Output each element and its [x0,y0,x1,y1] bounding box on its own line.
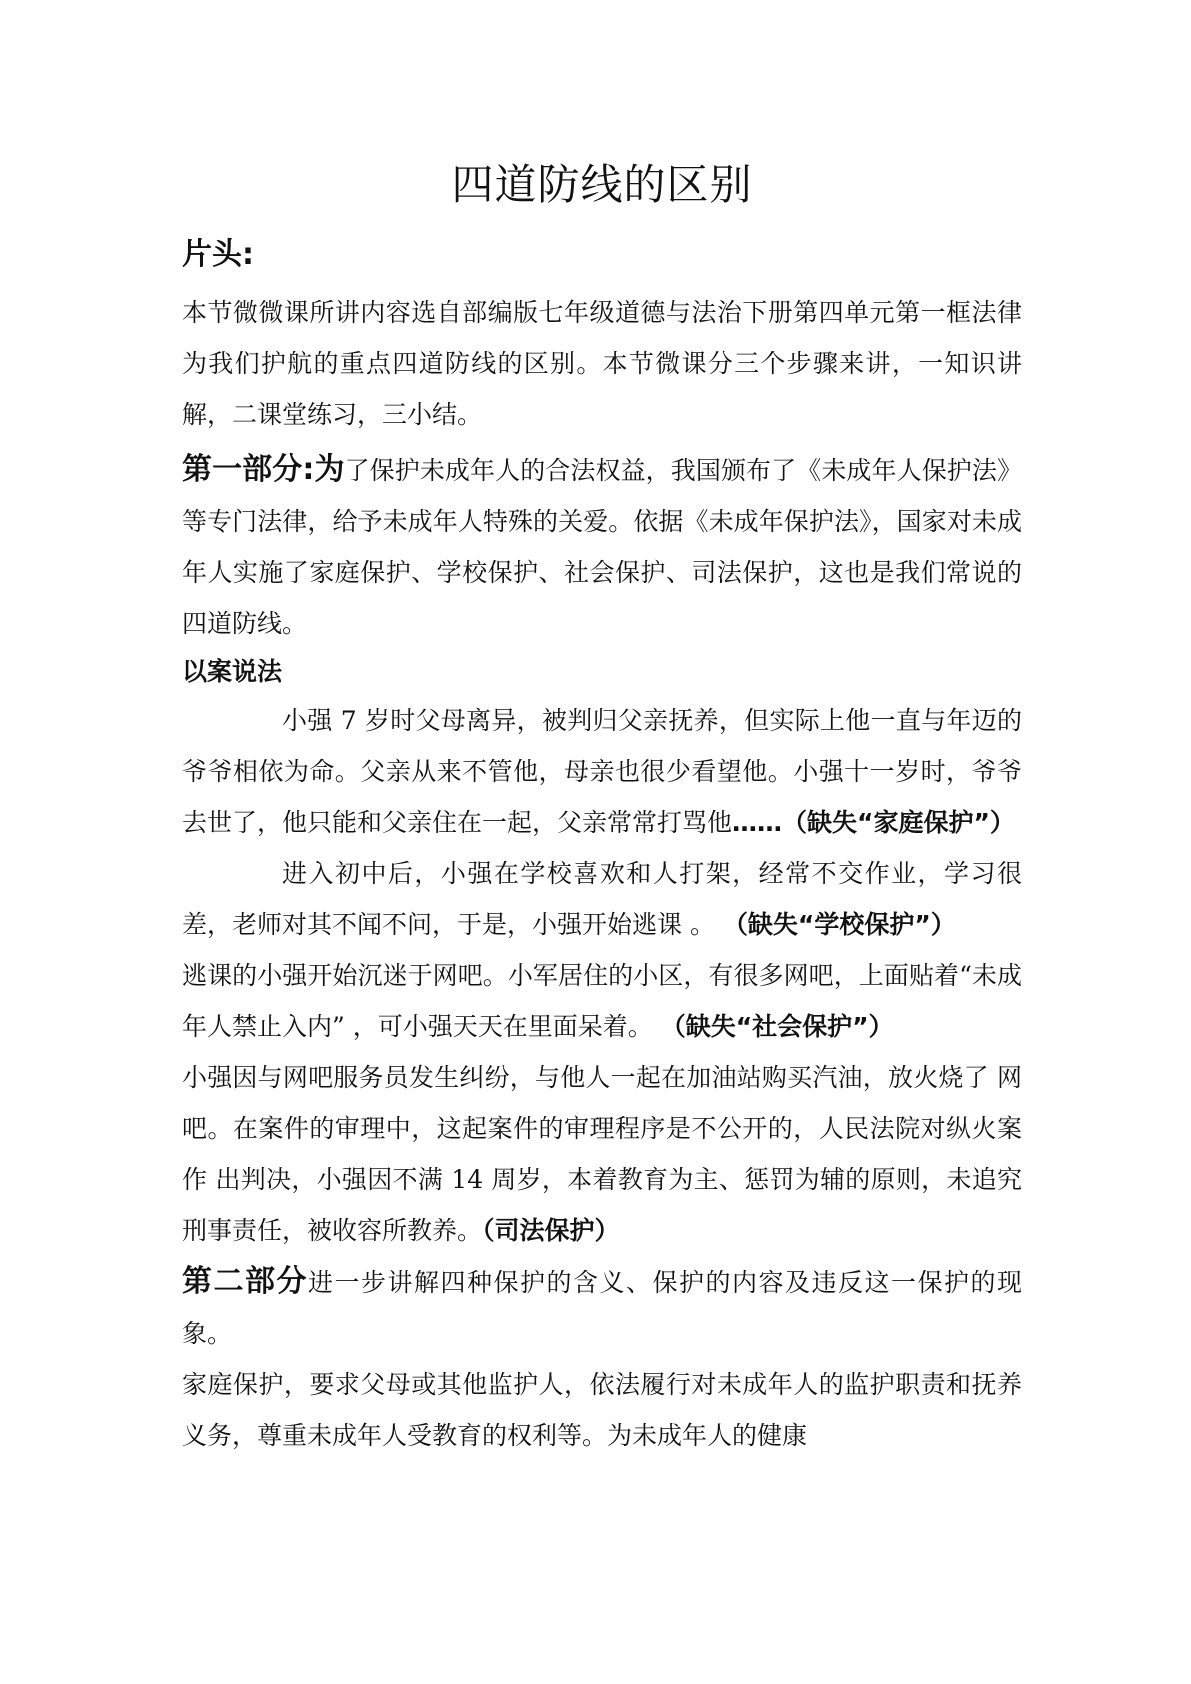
case1-paragraph [182,695,1022,848]
case2-mark: （缺失“学校保护”） [722,910,956,939]
case1-text: 小强 7 岁时父母离异，被判归父亲抚养，但实际上他一直与年迈的爷爷相依为命。父亲从来不管他，母亲也很少看望他。小强十一岁时，爷爷去世了，他只能和父亲住在一起，父亲常常打骂他 [182,706,1022,837]
document-body [182,155,1022,1461]
case3-mark: （缺失“社会保护”） [660,1012,894,1041]
case4-paragraph [182,1052,1022,1256]
case3-text: 逃课的小强开始沉迷于网吧。小军居住的小区，有很多网吧，上面贴着“未成年人禁止入内” ，可小强天天在里面呆着。 [182,961,1022,1041]
case-heading: 以案说法 [182,657,283,686]
case1-mark: ……（缺失“家庭保护”） [732,808,1015,837]
case2-paragraph [182,848,1022,950]
part2-text: 进一步讲解四种保护的含义、保护的内容及违反这一保护的现象。 [182,1268,1022,1348]
part1-lead: 第一部分:为 [182,452,345,487]
part1-paragraph [182,444,1022,649]
family-protection-paragraph: 家庭保护，要求父母或其他监护人，依法履行对未成年人的监护职责和抚养义务，尊重未成年人受教育的权利等。为未成年人的健康 [182,1370,1022,1450]
intro-paragraph: 本节微微课所讲内容选自部编版七年级道德与法治下册第四单元第一框法律为我们护航的重点四道防线的区别。本节微课分三个步骤来讲，一知识讲解，二课堂练习，三小结。 [182,298,1022,429]
case2-text: 进入初中后，小强在学校喜欢和人打架，经常不交作业，学习很差，老师对其不闻不问，于是，小强开始逃课 。 [182,859,1022,939]
part2-lead: 第二部分 [182,1264,308,1299]
case4-mark: （司法保护） [482,1216,620,1245]
intro-heading: 片头: [182,237,254,272]
part1-text: 了保护未成年人的合法权益，我国颁布了《未成年人保护法》等专门法律，给予未成年人特殊的关爱。依据《未成年保护法》，国家对未成年人实施了家庭保护、学校保护、社会保护、司法保护，这也是我们常说的四道防线。 [182,456,1022,638]
part2-paragraph [182,1256,1022,1359]
case4-text: 小强因与网吧服务员发生纠纷，与他人一起在加油站购买汽油，放火烧了 网吧。在案件的审理中，这起案件的审理程序是不公开的，人民法院对纵火案作 出判决，小强因不满 14 周岁，本着教育为主、惩罚为辅的原则，未追究刑事责任，被收容所教养。 [182,1063,1022,1245]
page-title: 四道防线的区别 [451,160,753,209]
case3-paragraph [182,950,1022,1052]
